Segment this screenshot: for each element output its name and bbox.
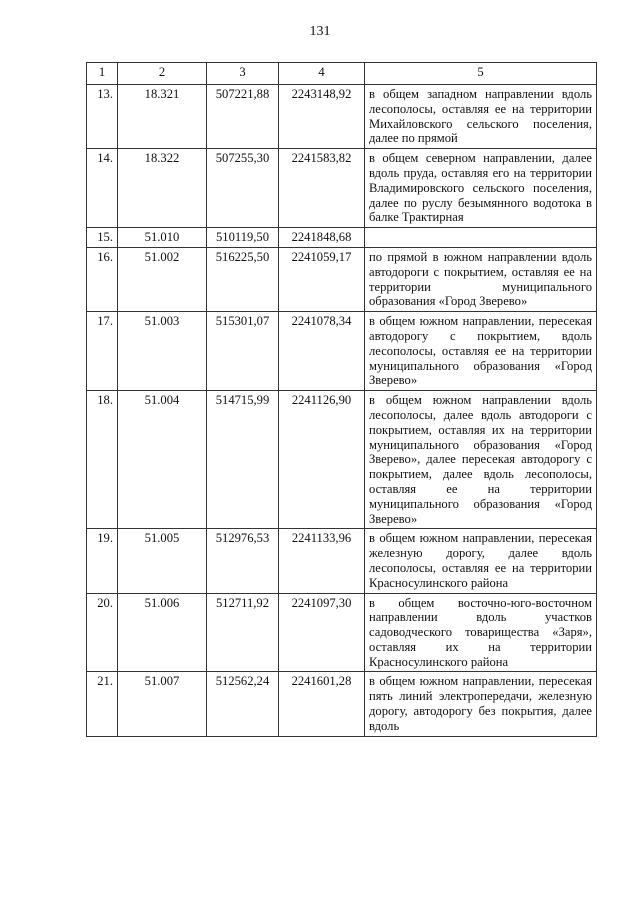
row-number: 16.: [87, 247, 118, 311]
boundary-description: в общем северном направлении, далее вдоль пруда, оставляя его на территории Владимировского сельского поселения, далее по руслу безымянного водотока в балке Трактирная: [365, 149, 597, 228]
row-number: 13.: [87, 85, 118, 149]
point-code: 51.003: [118, 312, 207, 391]
boundary-points-table: [86, 62, 597, 737]
coordinate-y: 2241583,82: [279, 149, 365, 228]
row-number: 19.: [87, 529, 118, 593]
table-row: [87, 149, 597, 228]
boundary-description: по прямой в южном направлении вдоль автодороги с покрытием, оставляя ее на территории муниципального образования «Город Зверево»: [365, 247, 597, 311]
coordinate-y: 2241126,90: [279, 391, 365, 529]
header-cell: 3: [207, 63, 279, 85]
coordinate-x: 515301,07: [207, 312, 279, 391]
coordinate-x: 510119,50: [207, 228, 279, 248]
coordinate-x: 516225,50: [207, 247, 279, 311]
point-code: 51.005: [118, 529, 207, 593]
table-row: [87, 228, 597, 248]
boundary-description: в общем восточно-юго-восточном направлении вдоль участков садоводческого товарищества «Заря», оставляя их на территории Красносулинского района: [365, 593, 597, 672]
row-number: 20.: [87, 593, 118, 672]
point-code: 51.007: [118, 672, 207, 736]
coordinate-x: 514715,99: [207, 391, 279, 529]
row-number: 21.: [87, 672, 118, 736]
boundary-description: в общем южном направлении, пересекая автодорогу с покрытием, вдоль лесополосы, оставляя ее на территории муниципального образования «Город Зверево»: [365, 312, 597, 391]
header-cell: 2: [118, 63, 207, 85]
page-number: 131: [309, 24, 331, 39]
boundary-description: [365, 228, 597, 248]
point-code: 51.006: [118, 593, 207, 672]
table-row: [87, 391, 597, 529]
coordinate-y: 2243148,92: [279, 85, 365, 149]
table-row: [87, 312, 597, 391]
table-row: [87, 672, 597, 736]
table-row: [87, 529, 597, 593]
row-number: 15.: [87, 228, 118, 248]
coordinate-x: 512976,53: [207, 529, 279, 593]
table-header-row: [87, 63, 597, 85]
coordinate-x: 507255,30: [207, 149, 279, 228]
table-row: [87, 593, 597, 672]
header-cell: 1: [87, 63, 118, 85]
header-cell: 4: [279, 63, 365, 85]
table-row: [87, 85, 597, 149]
coordinate-y: 2241078,34: [279, 312, 365, 391]
coordinate-y: 2241097,30: [279, 593, 365, 672]
boundary-description: в общем южном направлении, пересекая железную дорогу, далее вдоль лесополосы, оставляя ее на территории Красносулинского района: [365, 529, 597, 593]
coordinate-y: 2241059,17: [279, 247, 365, 311]
coordinate-y: 2241848,68: [279, 228, 365, 248]
point-code: 18.322: [118, 149, 207, 228]
coordinate-x: 512562,24: [207, 672, 279, 736]
point-code: 51.002: [118, 247, 207, 311]
coordinate-y: 2241133,96: [279, 529, 365, 593]
row-number: 17.: [87, 312, 118, 391]
point-code: 18.321: [118, 85, 207, 149]
row-number: 14.: [87, 149, 118, 228]
boundary-description: в общем южном направлении, пересекая пять линий электропередачи, железную дорогу, автодорогу без покрытия, далее вдоль: [365, 672, 597, 736]
boundary-description: в общем западном направлении вдоль лесополосы, оставляя ее на территории Михайловского сельского поселения, далее по прямой: [365, 85, 597, 149]
coordinate-x: 512711,92: [207, 593, 279, 672]
row-number: 18.: [87, 391, 118, 529]
coordinate-x: 507221,88: [207, 85, 279, 149]
point-code: 51.004: [118, 391, 207, 529]
table-row: [87, 247, 597, 311]
point-code: 51.010: [118, 228, 207, 248]
coordinate-y: 2241601,28: [279, 672, 365, 736]
header-cell: 5: [365, 63, 597, 85]
boundary-description: в общем южном направлении вдоль лесополосы, далее вдоль автодороги с покрытием, оставляя их на территории муниципального образования «Город Зверево», далее пересекая автодорогу с покрытием, далее вдоль лесополосы, оставляя ее на территории муниципального образования «Город Зверево»: [365, 391, 597, 529]
